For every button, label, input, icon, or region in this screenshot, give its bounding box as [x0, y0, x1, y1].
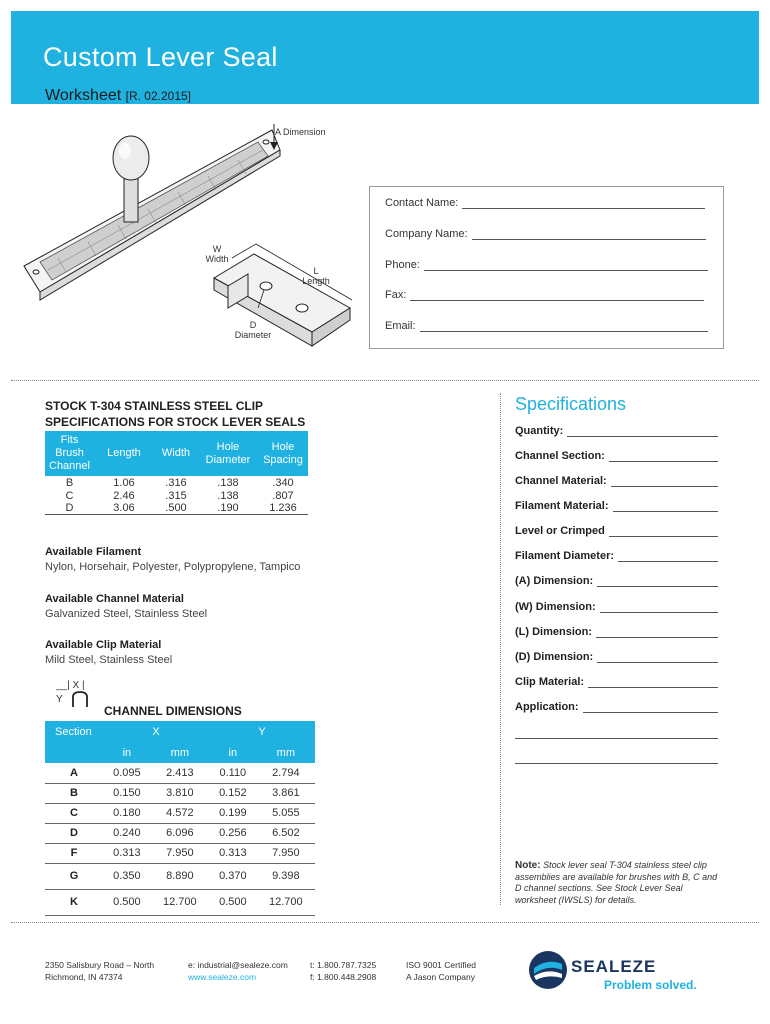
table-row	[45, 763, 315, 783]
channel-dimensions-table	[45, 721, 315, 916]
channel-header-row	[45, 721, 315, 743]
filament-material-label: Filament Material:	[515, 500, 609, 512]
cell: .316	[165, 477, 187, 489]
l-dimension-input[interactable]	[596, 637, 718, 638]
email-label: Email:	[385, 320, 416, 332]
header-hole-diameter	[198, 431, 258, 476]
clip-material-values: Mild Steel, Stainless Steel	[45, 654, 173, 666]
level-crimped-label: Level or Crimped	[515, 525, 605, 537]
cell: 0.152	[209, 783, 257, 803]
stock-specs-title	[45, 398, 305, 430]
footer-phone	[310, 959, 376, 983]
header-brush: Brush	[55, 447, 84, 459]
address-line1: 2350 Salisbury Road – North	[45, 960, 155, 970]
cell: 0.180	[103, 803, 151, 823]
clip-material-field[interactable]	[515, 676, 718, 688]
email-input[interactable]	[420, 331, 708, 332]
contact-name-field[interactable]	[385, 197, 705, 209]
footer-address	[45, 959, 154, 983]
glyph-x: __| X |	[56, 680, 85, 691]
w-dimension-input[interactable]	[600, 612, 718, 613]
table-row	[45, 823, 315, 843]
channel-material-label: Channel Material:	[515, 475, 607, 487]
available-clip-material	[45, 638, 172, 668]
d-dimension-input[interactable]	[597, 662, 718, 663]
cell: 4.572	[151, 803, 209, 823]
filament-diameter-field[interactable]	[515, 550, 718, 562]
cell: 12.700	[151, 889, 209, 915]
header-y: Y	[209, 721, 315, 743]
note-text	[515, 860, 725, 906]
cell: 0.240	[103, 823, 151, 843]
cell: C	[65, 490, 74, 502]
d-dimension-field[interactable]	[515, 651, 718, 663]
cell: 3.06	[94, 502, 154, 515]
cell: .138	[217, 490, 239, 502]
cell: .190	[198, 502, 258, 515]
cell: 7.950	[151, 843, 209, 863]
header-hole-spacing	[258, 431, 308, 476]
quantity-label: Quantity:	[515, 425, 564, 437]
table-row	[45, 863, 315, 889]
filament-diameter-input[interactable]	[618, 561, 718, 562]
d-dimension-label	[230, 320, 276, 340]
header-banner	[11, 11, 759, 104]
contact-name-label: Contact Name:	[385, 197, 459, 209]
top-divider	[11, 380, 759, 381]
a-dimension-input[interactable]	[597, 586, 718, 587]
cell: 0.150	[103, 783, 151, 803]
table-row	[45, 502, 308, 515]
bottom-divider	[11, 922, 759, 923]
application-field[interactable]	[515, 701, 718, 713]
cell: D	[45, 823, 103, 843]
sealeze-logo-icon	[528, 948, 568, 992]
header-hole-s1: Hole	[271, 440, 295, 453]
channel-profile-icon	[56, 680, 91, 707]
header-section: Section	[45, 721, 103, 743]
glyph-y-row	[56, 691, 91, 707]
table-row	[45, 843, 315, 863]
cell: 0.370	[209, 863, 257, 889]
application-line-3[interactable]	[515, 763, 718, 764]
header-fits-channel	[45, 431, 94, 476]
filament-heading: Available Filament	[45, 546, 142, 558]
a-dimension-label: A Dimension	[275, 127, 326, 137]
logo-wordmark: SEALEZE	[571, 957, 657, 976]
column-divider	[500, 393, 501, 905]
header-width: Width	[154, 431, 198, 476]
company-name-label: Company Name:	[385, 228, 468, 240]
header-length: Length	[94, 431, 154, 476]
d-word: Diameter	[234, 330, 272, 340]
contact-name-input[interactable]	[462, 208, 705, 209]
page-subtitle	[45, 87, 191, 105]
cell: 0.110	[209, 763, 257, 783]
available-filament	[45, 545, 300, 575]
table-row	[45, 783, 315, 803]
contact-form	[369, 186, 724, 349]
table-row	[45, 803, 315, 823]
cell: A	[45, 763, 103, 783]
channel-material-field[interactable]	[515, 475, 718, 487]
cell: 0.313	[103, 843, 151, 863]
iso-certification: ISO 9001 Certified	[406, 960, 476, 970]
cell: 0.350	[103, 863, 151, 889]
cell: 2.413	[151, 763, 209, 783]
cell: .500	[154, 502, 198, 515]
a-dimension-field-label: (A) Dimension:	[515, 575, 594, 587]
w-letter: W	[212, 244, 222, 254]
cell: 9.398	[257, 863, 315, 889]
cell: D	[45, 502, 94, 515]
channel-material-values: Galvanized Steel, Stainless Steel	[45, 608, 208, 620]
cell: 0.199	[209, 803, 257, 823]
company-name-field[interactable]	[385, 228, 706, 240]
channel-units-row	[45, 743, 315, 763]
cell: G	[45, 863, 103, 889]
subtitle-text: Worksheet	[45, 87, 122, 104]
cell: .807	[272, 490, 294, 502]
phone-input[interactable]	[424, 270, 708, 271]
cell: .138	[217, 477, 239, 489]
channel-section-field[interactable]	[515, 450, 718, 462]
quantity-field[interactable]	[515, 425, 718, 437]
table-row	[45, 476, 308, 490]
unit-in: in	[103, 743, 151, 763]
note-label: Note:	[515, 860, 541, 871]
phone-label: Phone:	[385, 259, 420, 271]
cell: 3.861	[257, 783, 315, 803]
cell: 1.06	[113, 477, 135, 489]
cell: 7.950	[257, 843, 315, 863]
cell: 8.890	[151, 863, 209, 889]
channel-material-heading: Available Channel Material	[45, 593, 184, 605]
header-hole-s2: Spacing	[263, 453, 303, 466]
fax-label: Fax:	[385, 289, 407, 301]
filament-material-input[interactable]	[613, 511, 718, 512]
d-letter: D	[249, 320, 257, 330]
header-x: X	[103, 721, 209, 743]
cell: 12.700	[257, 889, 315, 915]
cell: .340	[272, 477, 294, 489]
note-body: Stock lever seal T-304 stainless steel clip assemblies are available for brushes with B, C and D channel sections. See Stock Lever Seal worksheet (IWSLS) for details.	[515, 860, 718, 905]
email-link[interactable]: e: industrial@sealeze.com	[188, 960, 288, 970]
stock-header-row	[45, 431, 308, 476]
cell: 1.236	[258, 502, 308, 515]
cell: F	[45, 843, 103, 863]
cell: 0.313	[209, 843, 257, 863]
table-row	[45, 889, 315, 915]
lever-seal-illustration	[18, 120, 363, 360]
unit-mm: mm	[151, 743, 209, 763]
l-letter: L	[313, 266, 319, 276]
website-link[interactable]: www.sealeze.com	[188, 972, 257, 982]
cell: 0.500	[209, 889, 257, 915]
stock-specs-table	[45, 431, 308, 515]
header-blank	[45, 743, 103, 763]
clip-material-label: Clip Material:	[515, 676, 585, 688]
unit-mm: mm	[257, 743, 315, 763]
quantity-input[interactable]	[567, 436, 718, 437]
available-channel-material	[45, 592, 207, 622]
channel-profile-shape	[69, 691, 91, 707]
cell: 5.055	[257, 803, 315, 823]
lever-seal-drawing	[18, 120, 363, 360]
l-dimension-label	[298, 266, 334, 286]
header-hole-d2: Diameter	[205, 453, 251, 466]
w-dimension-label	[202, 244, 232, 264]
fax-field[interactable]	[385, 289, 704, 301]
clip-material-heading: Available Clip Material	[45, 639, 162, 651]
d-dimension-field-label: (D) Dimension:	[515, 651, 594, 663]
header-channel: Channel	[49, 460, 90, 472]
cell: 2.46	[113, 490, 135, 502]
filament-values: Nylon, Horsehair, Polyester, Polypropylene, Tampico	[45, 561, 301, 573]
cell: 0.095	[103, 763, 151, 783]
stock-title-line1: STOCK T-304 STAINLESS STEEL CLIP	[45, 399, 264, 413]
application-line-2[interactable]	[515, 738, 718, 739]
table-row	[45, 490, 308, 502]
level-crimped-field[interactable]	[515, 525, 718, 537]
channel-section-label: Channel Section:	[515, 450, 605, 462]
l-dimension-field[interactable]	[515, 626, 718, 638]
phone-field[interactable]	[385, 259, 708, 271]
page-title: Custom Lever Seal	[43, 42, 278, 72]
application-input[interactable]	[583, 712, 718, 713]
channel-section-input[interactable]	[609, 461, 718, 462]
cell: B	[45, 783, 103, 803]
cell: 0.256	[209, 823, 257, 843]
w-dimension-field[interactable]	[515, 601, 718, 613]
unit-in: in	[209, 743, 257, 763]
channel-dimensions-title: CHANNEL DIMENSIONS	[104, 704, 242, 718]
cell: K	[45, 889, 103, 915]
cell: 6.096	[151, 823, 209, 843]
cell: 2.794	[257, 763, 315, 783]
parent-company: A Jason Company	[406, 972, 475, 982]
revision-text: [R. 02.2015]	[125, 89, 192, 103]
sealeze-logo	[528, 944, 728, 994]
specifications-title: Specifications	[515, 394, 627, 414]
footer-contact	[188, 959, 288, 983]
footer-iso	[406, 959, 476, 983]
l-dimension-field-label: (L) Dimension:	[515, 626, 592, 638]
cell: 3.810	[151, 783, 209, 803]
cell: 0.500	[103, 889, 151, 915]
company-name-input[interactable]	[472, 239, 706, 240]
header-fits: Fits	[60, 434, 79, 446]
glyph-y: Y	[56, 693, 63, 705]
level-crimped-input[interactable]	[609, 536, 718, 537]
cell: .315	[165, 490, 187, 502]
fax-number: f: 1.800.448.2908	[310, 972, 377, 982]
cell: 6.502	[257, 823, 315, 843]
a-dimension-field[interactable]	[515, 575, 718, 587]
header-hole-d1: Hole	[216, 440, 240, 453]
clip-material-input[interactable]	[588, 687, 718, 688]
stock-title-line2: SPECIFICATIONS FOR STOCK LEVER SEALS	[45, 415, 306, 429]
email-field[interactable]	[385, 320, 708, 332]
l-word: Length	[302, 276, 330, 286]
cell: C	[45, 803, 103, 823]
address-line2: Richmond, IN 47374	[45, 972, 123, 982]
filament-diameter-label: Filament Diameter:	[515, 550, 615, 562]
cell: B	[65, 477, 74, 489]
application-label: Application:	[515, 701, 579, 713]
w-word: Width	[205, 254, 229, 264]
channel-material-input[interactable]	[611, 486, 718, 487]
phone-number: t: 1.800.787.7325	[310, 960, 377, 970]
w-dimension-field-label: (W) Dimension:	[515, 601, 596, 613]
filament-material-field[interactable]	[515, 500, 718, 512]
logo-tagline: Problem solved.	[604, 978, 697, 992]
fax-input[interactable]	[410, 300, 704, 301]
